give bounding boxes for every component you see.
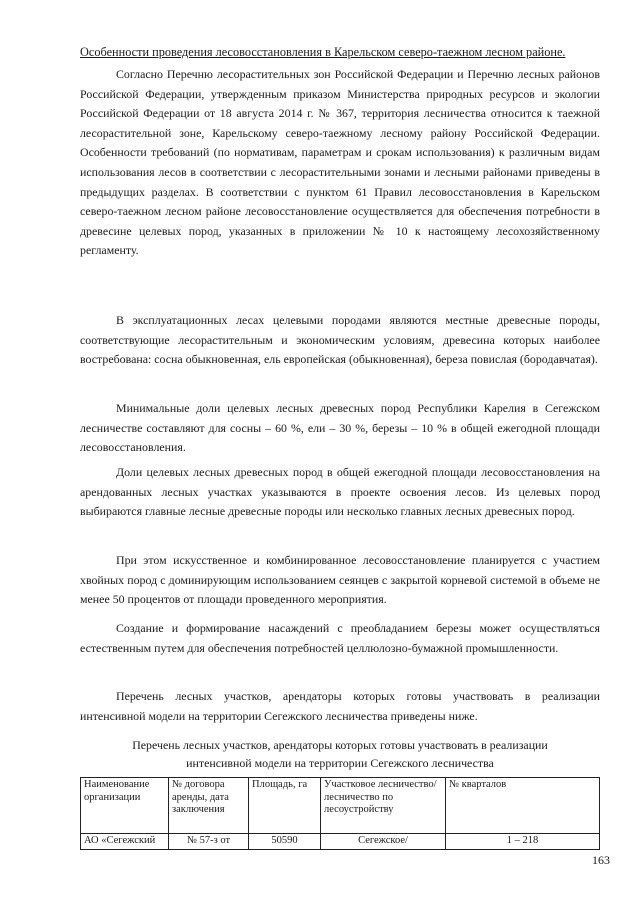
table-header-row	[81, 778, 600, 834]
paragraph-2: В эксплуатационных лесах целевыми породами являются местные древесные породы, соответствующие лесорастительным и экономическим условиям, древесина которых наиболее востребована: сосна обыкновенная, ель европейская (обыкновенная), береза повислая (бородавчатая).	[80, 313, 600, 367]
cell-contract: № 57-з от	[169, 834, 249, 850]
header-forestry: Участковое лесничество/ лесничество по лесоустройству	[321, 778, 446, 834]
paragraph-6: Создание и формирование насаждений с преобладанием березы может осуществляться естественным путем для обеспечения потребностей целлюлозно-бумажной промышленности.	[80, 621, 600, 655]
cell-quarters: 1 – 218	[446, 834, 600, 850]
cell-area: 50590	[249, 834, 321, 850]
paragraph-3: Минимальные доли целевых лесных древесных пород Республики Карелия в Сегежском лесничестве составляют для сосны – 60 %, ели – 30 %, березы – 10 % в общей ежегодной площади лесовосстановления.	[80, 401, 600, 455]
paragraph-4: Доли целевых лесных древесных пород в общей ежегодной площади лесовосстановления на арендованных лесных участках указываются в проекте освоения лесов. Из целевых пород выбираются главные лесные древесные породы или несколько главных лесных древесных пород.	[80, 465, 600, 519]
lease-table	[80, 777, 600, 850]
header-area: Площадь, га	[249, 778, 321, 834]
paragraph-5: При этом искусственное и комбинированное лесовосстановление планируется с участием хвойных пород с доминирующим использованием сеянцев с закрытой корневой системой в объеме не менее 50 процентов от площади проведенного мероприятия.	[80, 553, 600, 607]
paragraph-1: Согласно Перечню лесорастительных зон Российской Федерации и Перечню лесных районов Российской Федерации, утвержденным приказом Министерства природных ресурсов и экологии Российской Федерации от 18 августа 2014 г. № 367, территория лесничества относится к таежной лесорастительной зоне, Карельскому северо-таежному лесному району Российской Федерации. Особенности требований (по нормативам, параметрам и срокам использования) к различным видам использования лесов в соответствии с лесорастительными зонами и лесными районами приведены в предыдущих разделах. В соответствии с пунктом 61 Правил лесовосстановления в Карельском северо-таежном лесном районе лесовосстановление осуществляется для обеспечения потребности в древесине целевых пород, указанных в приложении № 10 к настоящему лесохозяйственному регламенту.	[80, 67, 600, 258]
header-contract: № договора аренды, дата заключения	[169, 778, 249, 834]
cell-organization: АО «Сегежский	[81, 834, 169, 850]
cell-forestry: Сегежское/	[321, 834, 446, 850]
header-organization: Наименование организации	[81, 778, 169, 834]
table-caption-line-1: Перечень лесных участков, арендаторы которых готовы участвовать в реализации	[132, 738, 548, 752]
page-number: 163	[592, 853, 610, 867]
header-quarters: № кварталов	[446, 778, 600, 834]
paragraph-7: Перечень лесных участков, арендаторы которых готовы участвовать в реализации интенсивной модели на территории Сегежского лесничества приведены ниже.	[80, 689, 600, 723]
section-heading: Особенности проведения лесовосстановления в Карельском северо-таежном лесном районе.	[80, 45, 566, 59]
table-caption-line-2: интенсивной модели на территории Сегежского лесничества	[186, 756, 494, 770]
table-caption	[80, 736, 600, 772]
table-row	[81, 834, 600, 850]
